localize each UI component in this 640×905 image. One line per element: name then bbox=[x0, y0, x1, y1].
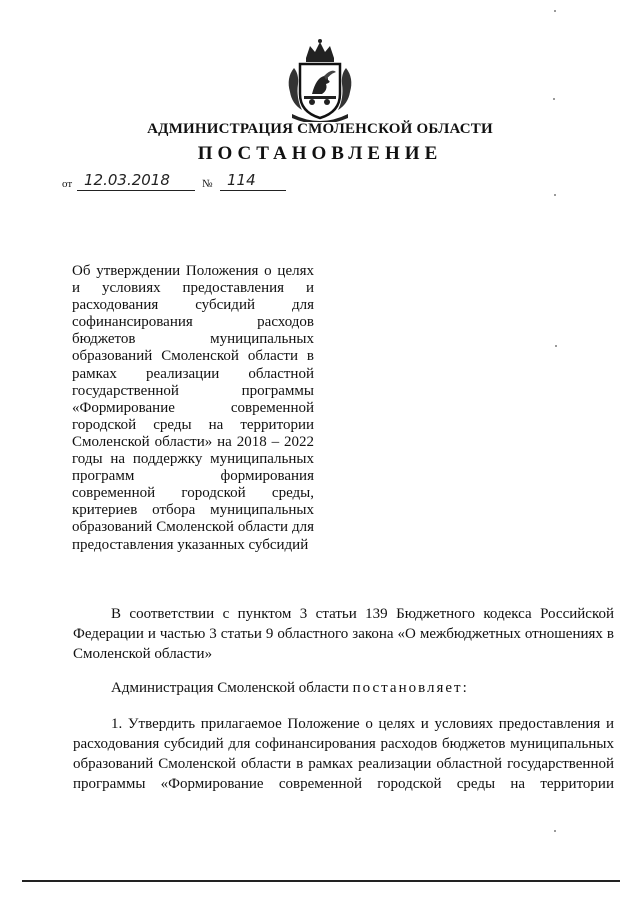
resolution-verb: постановляет: bbox=[352, 680, 469, 696]
clause-1-paragraph: 1. Утвердить прилагаемое Положение о целях и условиях предоставления и расходования субсидий для софинансирования расходов бюджетов муниципальных образований Смоленской области в рамках реализации областной государственной программы «Формирование современной городской среды на территории bbox=[73, 716, 614, 792]
scan-speck bbox=[553, 98, 555, 100]
smolensk-coat-of-arms-icon bbox=[282, 38, 358, 122]
resolution-prefix: Администрация Смоленской области bbox=[111, 680, 353, 696]
preamble-paragraph: В соответствии с пунктом 3 статьи 139 Бюджетного кодекса Российской Федерации и частью 3 статьи 9 областного закона «О межбюджетных отношениях в Смоленской области» bbox=[73, 606, 614, 662]
from-label: от bbox=[62, 178, 73, 190]
scan-speck bbox=[554, 830, 556, 832]
handwritten-date: 12.03.2018 bbox=[84, 171, 170, 189]
scan-speck bbox=[554, 194, 556, 196]
number-underline bbox=[220, 190, 286, 191]
date-number-line bbox=[62, 172, 302, 192]
document-type: ПОСТАНОВЛЕНИЕ bbox=[197, 143, 443, 164]
date-underline bbox=[77, 190, 195, 191]
handwritten-number: 114 bbox=[227, 171, 256, 189]
resolution-paragraph bbox=[73, 678, 614, 698]
page-bottom-line bbox=[22, 880, 620, 882]
scan-speck bbox=[554, 10, 556, 12]
organization-name: АДМИНИСТРАЦИЯ СМОЛЕНСКОЙ ОБЛАСТИ bbox=[147, 121, 493, 137]
number-label: № bbox=[202, 178, 213, 190]
scan-speck bbox=[555, 345, 557, 347]
document-title: Об утверждении Положения о целях и условиях предоставления и расходования субсидий для софинансирования расходов бюджетов муниципальных образований Смоленской области в рамках реализации областной государственной программы «Формирование современной городской среды на территории Смоленской области» на 2018 – 2022 годы на поддержку муниципальных программ формирования современной городской среды, критериев отбора муниципальных образований Смоленской области для предоставления указанных субсидий bbox=[72, 263, 314, 553]
